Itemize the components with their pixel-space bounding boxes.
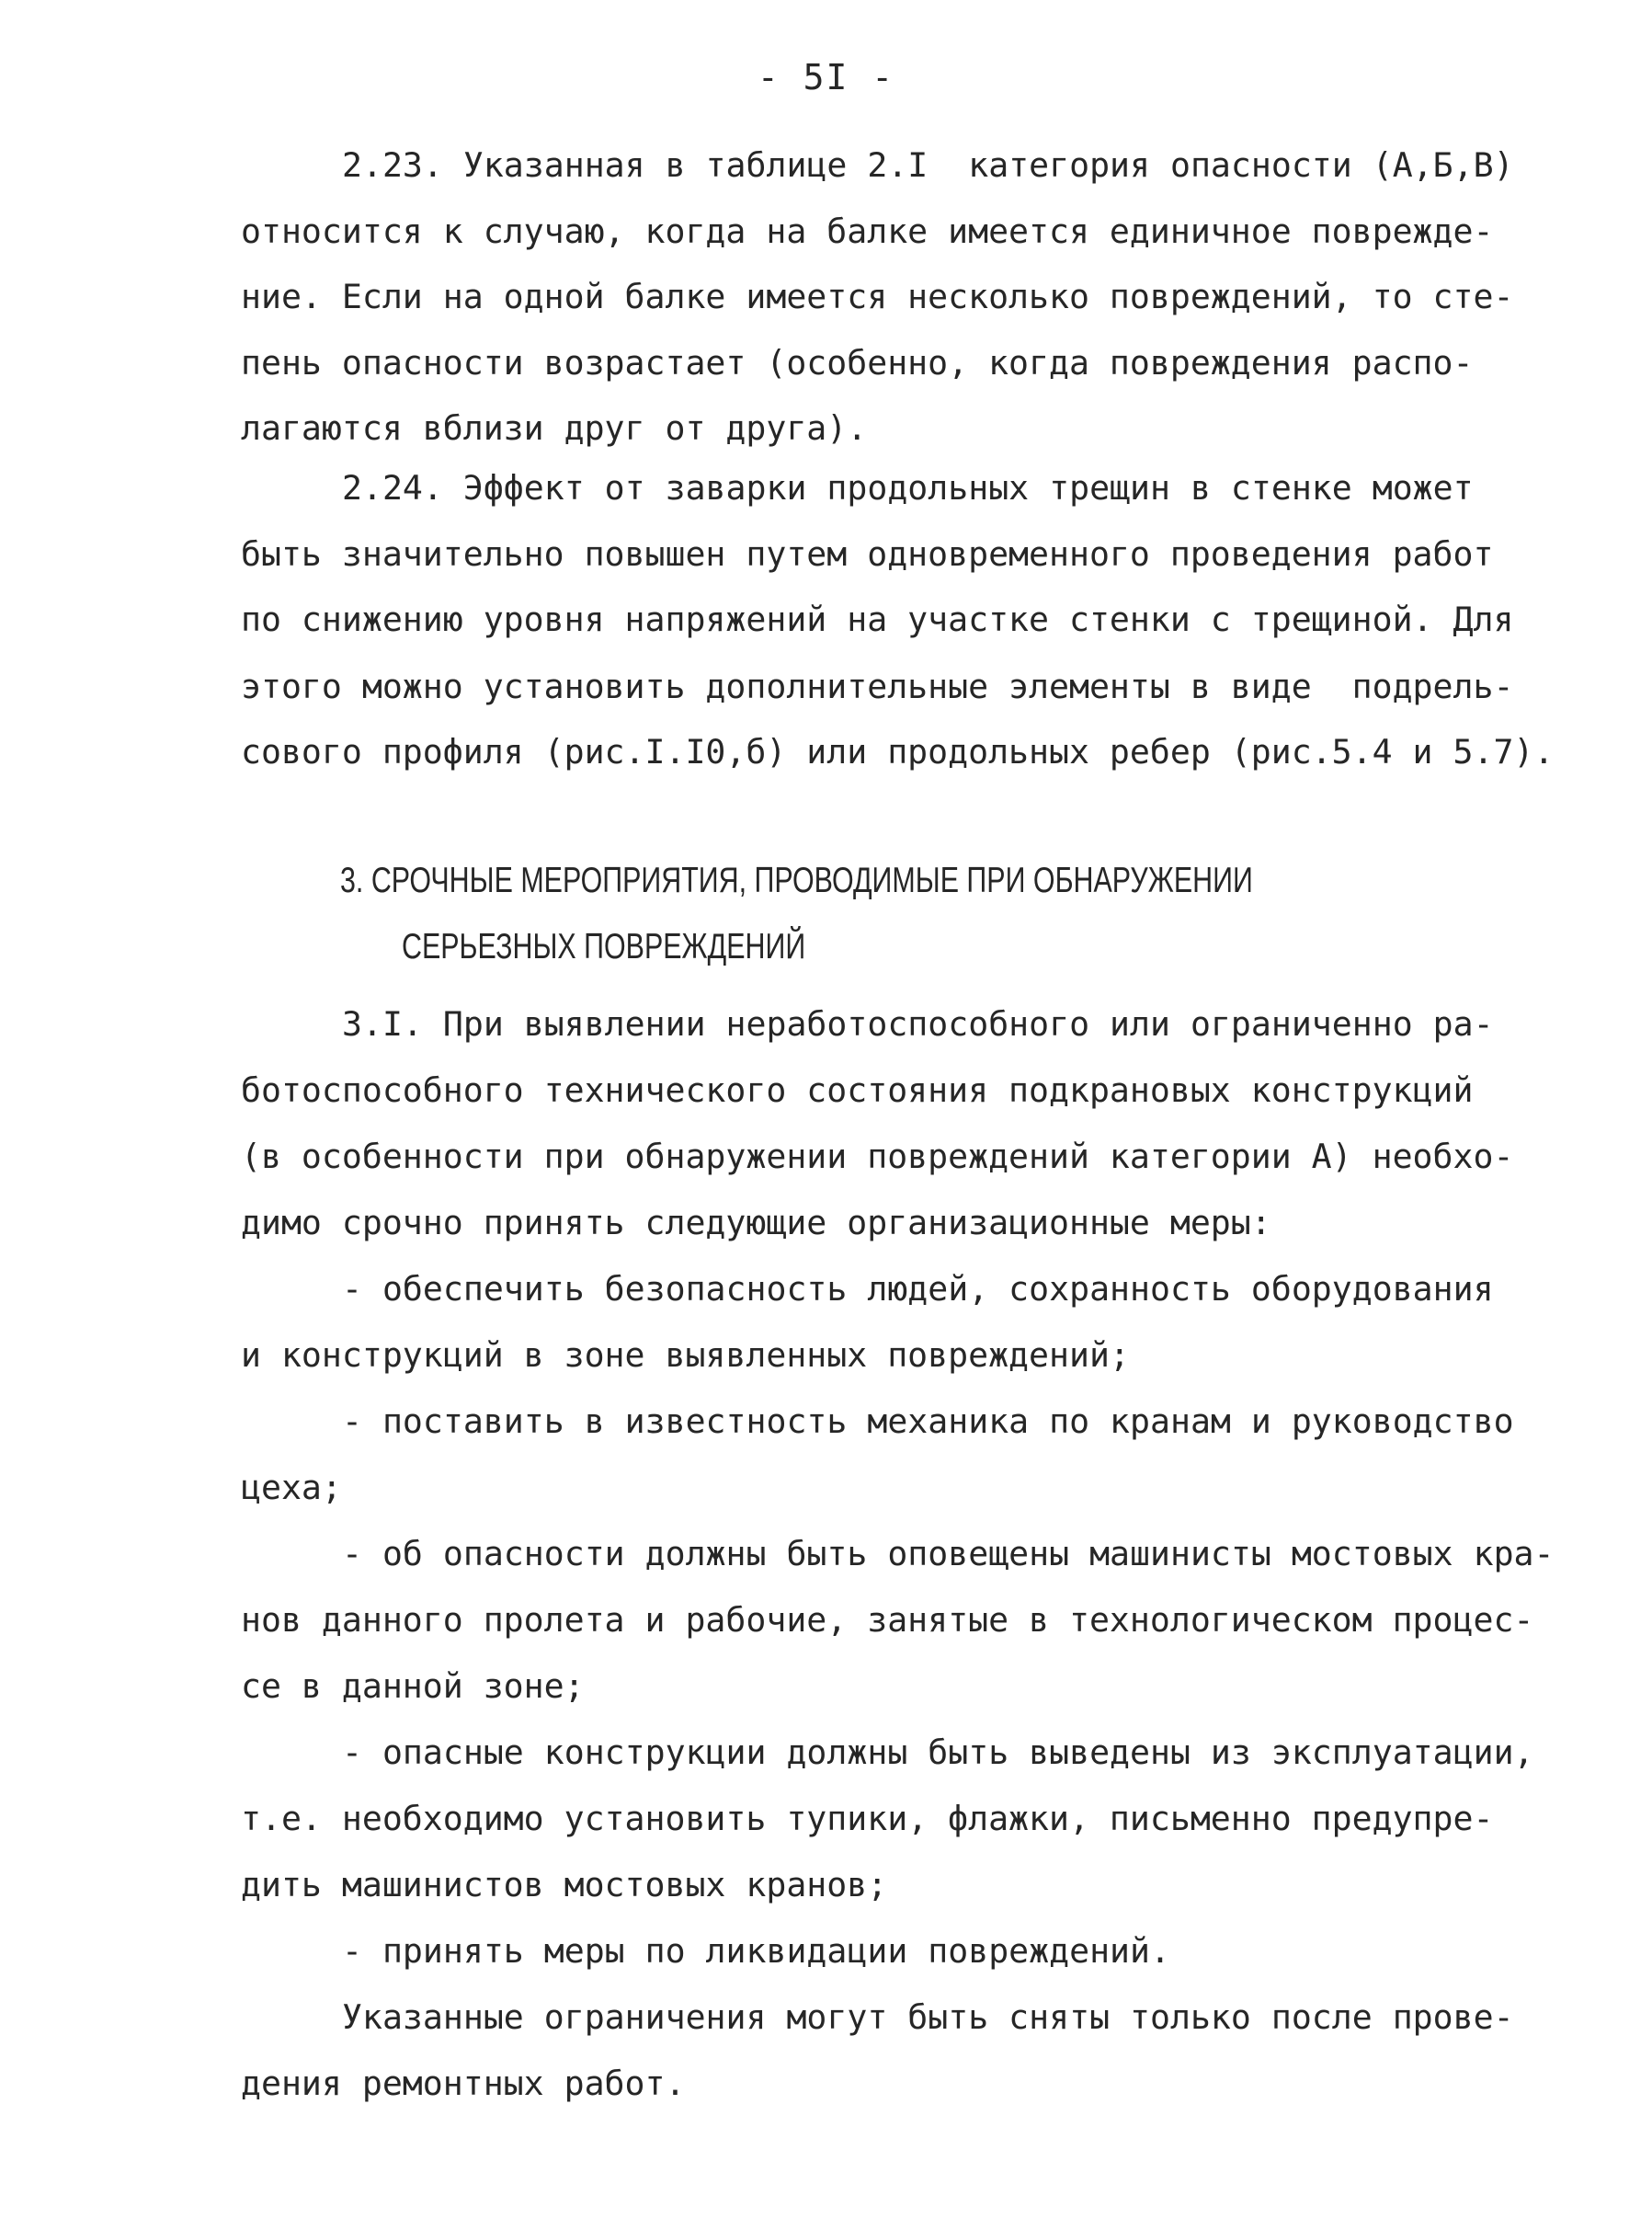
text-line: относится к случаю, когда на балке имеется единичное поврежде- [241,212,1494,251]
list-item: - принять меры по ликвидации повреждений. [342,1931,1170,1971]
text-line: ние. Если на одной балке имеется несколько повреждений, то сте- [241,277,1514,316]
list-item: - поставить в известность механика по кранам и руководство [342,1401,1514,1441]
text-line: лагаются вблизи друг от друга). [241,408,868,448]
page-number: - 5I - [757,57,895,97]
text-line: 2.23. Указанная в таблице 2.I категория опасности (А,Б,В) [342,145,1514,185]
text-line: дения ремонтных работ. [241,2064,686,2103]
list-item: - об опасности должны быть оповещены машинисты мостовых кра- [342,1534,1555,1573]
list-item-continuation: се в данной зоне; [241,1666,585,1706]
text-line: 3.I. При выявлении неработоспособного или ограниченно ра- [342,1004,1494,1044]
list-item-continuation: т.е. необходимо установить тупики, флажки, письменно предупре- [241,1799,1494,1838]
list-item-continuation: дить машинистов мостовых кранов; [241,1865,888,1904]
list-item: - обеспечить безопасность людей, сохранность оборудования [342,1269,1494,1309]
text-line: пень опасности возрастает (особенно, когда повреждения распо- [241,343,1474,383]
text-line: димо срочно принять следующие организационные меры: [241,1203,1271,1242]
text-line: 2.24. Эффект от заварки продольных трещин в стенке может [342,468,1474,508]
list-item: - опасные конструкции должны быть выведены из эксплуатации, [342,1733,1534,1772]
text-line: быть значительно повышен путем одновременного проведения работ [241,534,1494,574]
list-item-continuation: нов данного пролета и рабочие, занятые в технологическом процес- [241,1600,1534,1640]
text-line: по снижению уровня напряжений на участке стенки с трещиной. Для [241,600,1514,639]
text-line: этого можно установить дополнительные элементы в виде подрель- [241,667,1514,706]
text-line: Указанные ограничения могут быть сняты только после прове- [342,1997,1514,2037]
text-line: сового профиля (рис.I.I0,б) или продольных ребер (рис.5.4 и 5.7). [241,732,1555,772]
section-heading-line: СЕРЬЕЗНЫХ ПОВРЕЖДЕНИЙ [402,927,806,966]
text-line: ботоспособного технического состояния подкрановых конструкций [241,1070,1474,1110]
list-item-continuation: и конструкций в зоне выявленных повреждений; [241,1335,1130,1375]
list-item-continuation: цеха; [241,1468,342,1507]
text-line: (в особенности при обнаружении повреждений категории А) необхо- [241,1137,1514,1176]
section-heading-line: 3. СРОЧНЫЕ МЕРОПРИЯТИЯ, ПРОВОДИМЫЕ ПРИ ОБНАРУЖЕНИИ [340,861,1253,900]
